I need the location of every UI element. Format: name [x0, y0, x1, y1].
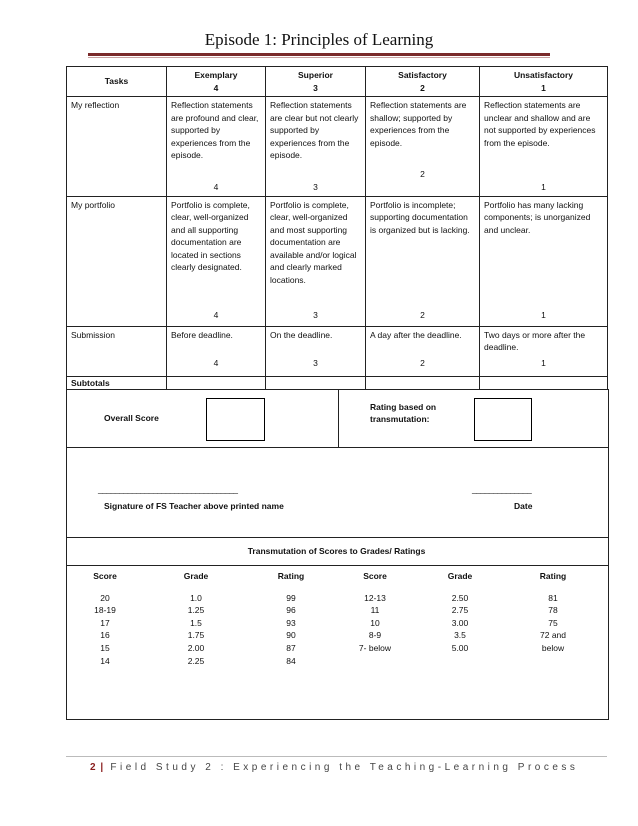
rubric-cell: A day after the deadline. 2 — [366, 326, 480, 376]
trans-value: 18-19 — [94, 605, 116, 616]
trans-value: 72 and — [540, 630, 566, 641]
footer-text: Field Study 2 : Experiencing the Teaching-Learning Process — [110, 762, 579, 773]
rubric-cell: Portfolio is complete, clear, well-organized and all supporting documentation are located in sections clearly designated. 4 — [167, 196, 266, 326]
trans-col-rating-1 — [266, 570, 316, 667]
trans-value: 15 — [100, 642, 110, 653]
rubric-row-reflection — [67, 97, 608, 197]
task-label: My portfolio — [67, 196, 167, 326]
trans-value: 84 — [286, 655, 296, 666]
trans-value: 75 — [548, 617, 558, 628]
rubric-cell: On the deadline. 3 — [266, 326, 366, 376]
trans-value: 1.25 — [187, 605, 205, 616]
trans-value: 17 — [100, 617, 110, 628]
trans-value: 96 — [286, 605, 296, 616]
trans-value: 2.50 — [451, 592, 469, 603]
trans-value: 1.0 — [190, 592, 202, 603]
rubric-header-row — [67, 67, 608, 97]
date-label: Date — [514, 501, 533, 511]
signature-blank[interactable]: _________________________________ — [98, 484, 238, 494]
trans-value: 3.5 — [454, 630, 466, 641]
rubric-cell: Reflection statements are unclear and shallow and are not supported by experiences from the episode. 1 — [480, 97, 608, 197]
trans-value: 78 — [548, 605, 558, 616]
trans-value: 16 — [100, 630, 110, 641]
trans-value: 7- below — [358, 642, 392, 653]
subtotal-cell[interactable] — [366, 376, 480, 390]
trans-col-score-1 — [80, 570, 130, 667]
rubric-cell: Portfolio is complete, clear, well-organized and most supporting documentation are available and/or logical and clearly marked locations. 3 — [266, 196, 366, 326]
task-label: Submission — [67, 326, 167, 376]
task-label: My reflection — [67, 97, 167, 197]
subtotal-cell[interactable] — [480, 376, 608, 390]
rubric-row-submission — [67, 326, 608, 376]
trans-value: 12-13 — [364, 592, 386, 603]
rubric-row-portfolio — [67, 196, 608, 326]
trans-value: 99 — [286, 592, 296, 603]
page-footer — [90, 762, 578, 773]
footer-rule — [66, 756, 607, 757]
trans-value: 10 — [370, 617, 380, 628]
rubric-cell: Before deadline. 4 — [167, 326, 266, 376]
trans-value: 93 — [286, 617, 296, 628]
subtotals-row — [67, 376, 608, 390]
title-underline — [88, 53, 550, 56]
trans-value: 20 — [100, 592, 110, 603]
trans-col-grade-1 — [171, 570, 221, 667]
trans-header: Score — [363, 571, 387, 581]
trans-value: 87 — [286, 642, 296, 653]
trans-value: 90 — [286, 630, 296, 641]
trans-value: 11 — [370, 605, 380, 616]
transmutation-title: Transmutation of Scores to Grades/ Ratings — [247, 546, 426, 556]
trans-value: 2.25 — [187, 655, 205, 666]
trans-value: 81 — [548, 592, 558, 603]
rubric-cell: Portfolio has many lacking components; is unorganized and unclear. 1 — [480, 196, 608, 326]
trans-value: 2.75 — [451, 605, 469, 616]
rubric-cell: Reflection statements are profound and clear, supported by experiences from the episode. 4 — [167, 97, 266, 197]
rating-box[interactable] — [474, 398, 532, 441]
title-underline-thin — [88, 57, 550, 58]
trans-value: 8-9 — [368, 630, 382, 641]
overall-score-box[interactable] — [206, 398, 265, 441]
column-header-exemplary: Exemplary 4 — [167, 67, 266, 97]
trans-header: Grade — [183, 571, 209, 581]
trans-value: 1.5 — [190, 617, 202, 628]
trans-header: Grade — [447, 571, 473, 581]
subtotal-cell[interactable] — [167, 376, 266, 390]
rubric-cell: Reflection statements are shallow; supported by experiences from the episode. 2 — [366, 97, 480, 197]
rubric-table — [66, 66, 608, 390]
trans-header: Rating — [539, 571, 567, 581]
subtotal-cell[interactable] — [266, 376, 366, 390]
rubric-cell: Portfolio is incomplete; supporting documentation is organized but is lacking. 2 — [366, 196, 480, 326]
overall-score-label: Overall Score — [104, 413, 159, 423]
page-title: Episode 1: Principles of Learning — [204, 30, 434, 49]
date-blank[interactable]: ______________ — [472, 484, 532, 494]
page-number: 2 | — [90, 762, 105, 773]
trans-col-grade-2 — [435, 570, 485, 655]
trans-value: 2.00 — [187, 642, 205, 653]
column-header-satisfactory: Satisfactory 2 — [366, 67, 480, 97]
trans-header: Score — [93, 571, 117, 581]
rating-label: Rating based on transmutation: — [370, 402, 437, 424]
trans-value: 3.00 — [451, 617, 469, 628]
trans-col-rating-2 — [528, 570, 578, 655]
trans-value: 14 — [100, 655, 110, 666]
section-divider — [338, 389, 339, 447]
trans-col-score-2 — [350, 570, 400, 655]
trans-value: below — [541, 642, 565, 653]
subtotals-label: Subtotals — [67, 376, 167, 390]
rubric-cell: Two days or more after the deadline. 1 — [480, 326, 608, 376]
rubric-cell: Reflection statements are clear but not clearly supported by experiences from the episode. 3 — [266, 97, 366, 197]
signature-label: Signature of FS Teacher above printed name — [104, 501, 284, 511]
column-header-unsatisfactory: Unsatisfactory 1 — [480, 67, 608, 97]
trans-header: Rating — [277, 571, 305, 581]
column-header-superior: Superior 3 — [266, 67, 366, 97]
trans-value: 5.00 — [451, 642, 469, 653]
trans-value: 1.75 — [187, 630, 205, 641]
tasks-header: Tasks — [67, 67, 167, 97]
